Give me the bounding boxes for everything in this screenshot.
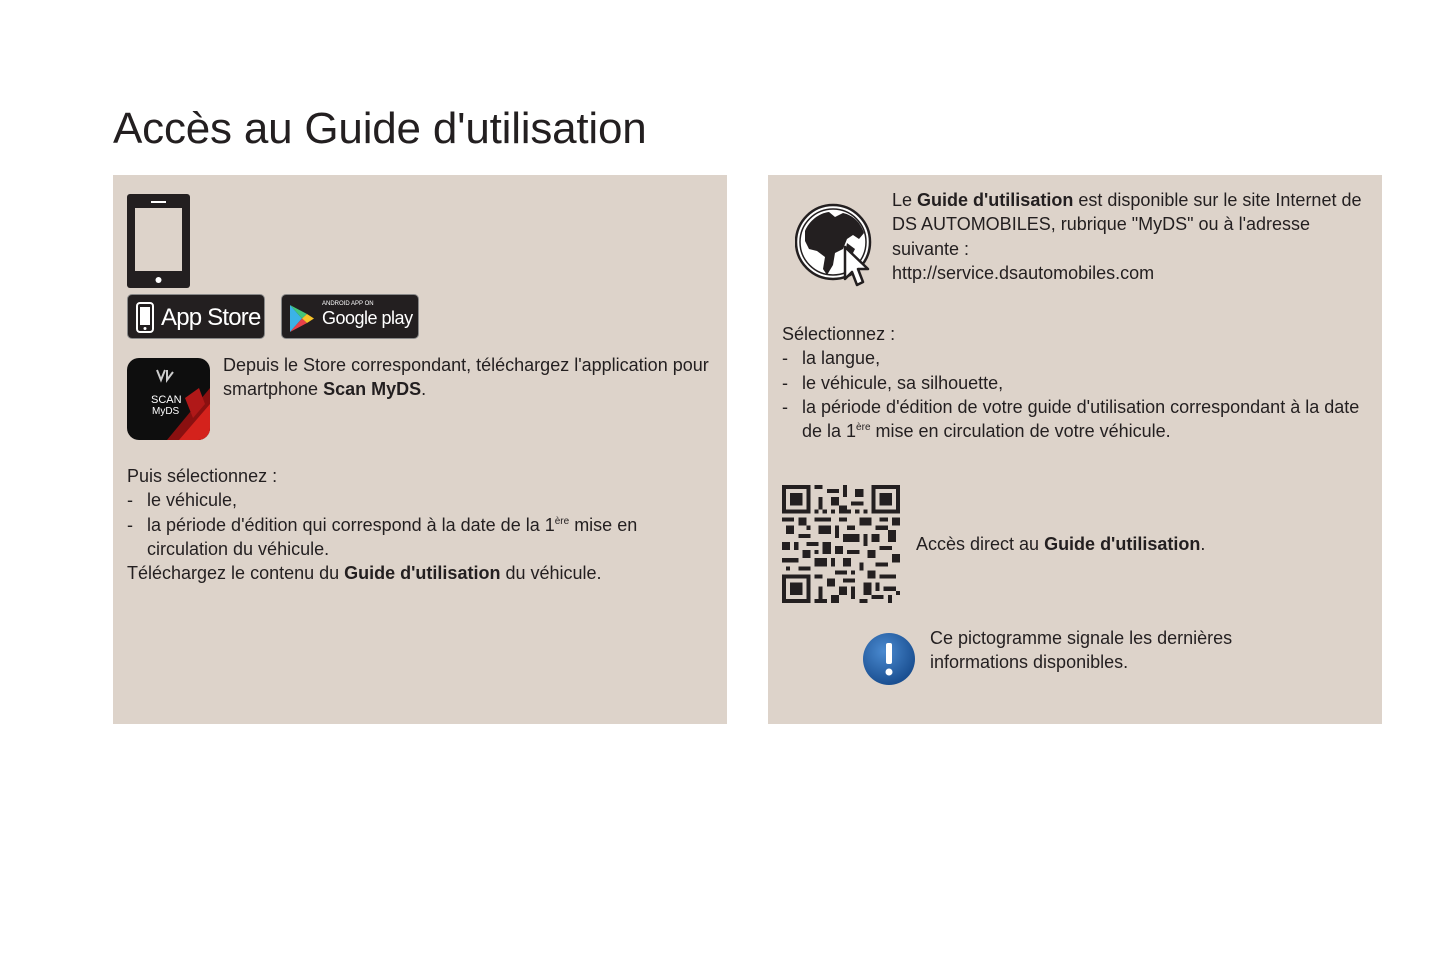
list-item: - la période d'édition de votre guide d'utilisation correspondant à la date de la 1ère mise en circulation de votre véhicule.: [782, 396, 1360, 442]
select-list: [782, 322, 1362, 443]
scan-icon-line1: SCAN: [151, 394, 182, 406]
globe-cursor-icon: [795, 203, 883, 291]
app-store-badge[interactable]: [127, 294, 265, 339]
info-icon: [862, 632, 916, 686]
select-heading: Sélectionnez :: [782, 324, 896, 344]
google-play-label: Google play: [322, 308, 413, 328]
website-panel: [768, 175, 1382, 724]
page-title: Accès au Guide d'utilisation: [113, 104, 647, 153]
scan-myds-app-icon: [127, 358, 210, 440]
download-content-text: Téléchargez le contenu du Guide d'utilisation du véhicule.: [127, 563, 602, 584]
app-panel: [113, 175, 727, 724]
list-item: - la langue,: [782, 348, 881, 369]
google-play-small-label: ANDROID APP ON: [322, 301, 374, 307]
qr-description: Accès direct au Guide d'utilisation.: [916, 534, 1206, 554]
list-item: - la période d'édition qui correspond à la date de la 1ère mise en circulation du véhicule.: [127, 514, 638, 559]
app-store-label: App Store: [161, 304, 261, 331]
iphone-icon: [136, 302, 154, 333]
download-app-text: Depuis le Store correspondant, téléchargez l'application pour smartphone Scan MyDS.: [223, 355, 709, 400]
list-item: - le véhicule,: [127, 490, 238, 511]
scan-icon-line2: MyDS: [152, 406, 180, 417]
select-instructions: [127, 464, 707, 585]
select-heading: Puis sélectionnez :: [127, 466, 278, 486]
smartphone-icon: [127, 194, 190, 288]
list-item: - le véhicule, sa silhouette,: [782, 372, 1004, 393]
info-description: Ce pictogramme signale les dernières informations disponibles.: [930, 628, 1233, 673]
website-url-link[interactable]: http://service.dsautomobiles.com: [892, 263, 1155, 283]
google-play-badge[interactable]: [281, 294, 419, 339]
qr-code[interactable]: [782, 485, 900, 603]
google-play-icon: [290, 305, 314, 332]
website-intro-text: Le Guide d'utilisation est disponible sur le site Internet de DS AUTOMOBILES, rubrique "MyDS" ou à l'adresse suivante :: [892, 190, 1362, 259]
